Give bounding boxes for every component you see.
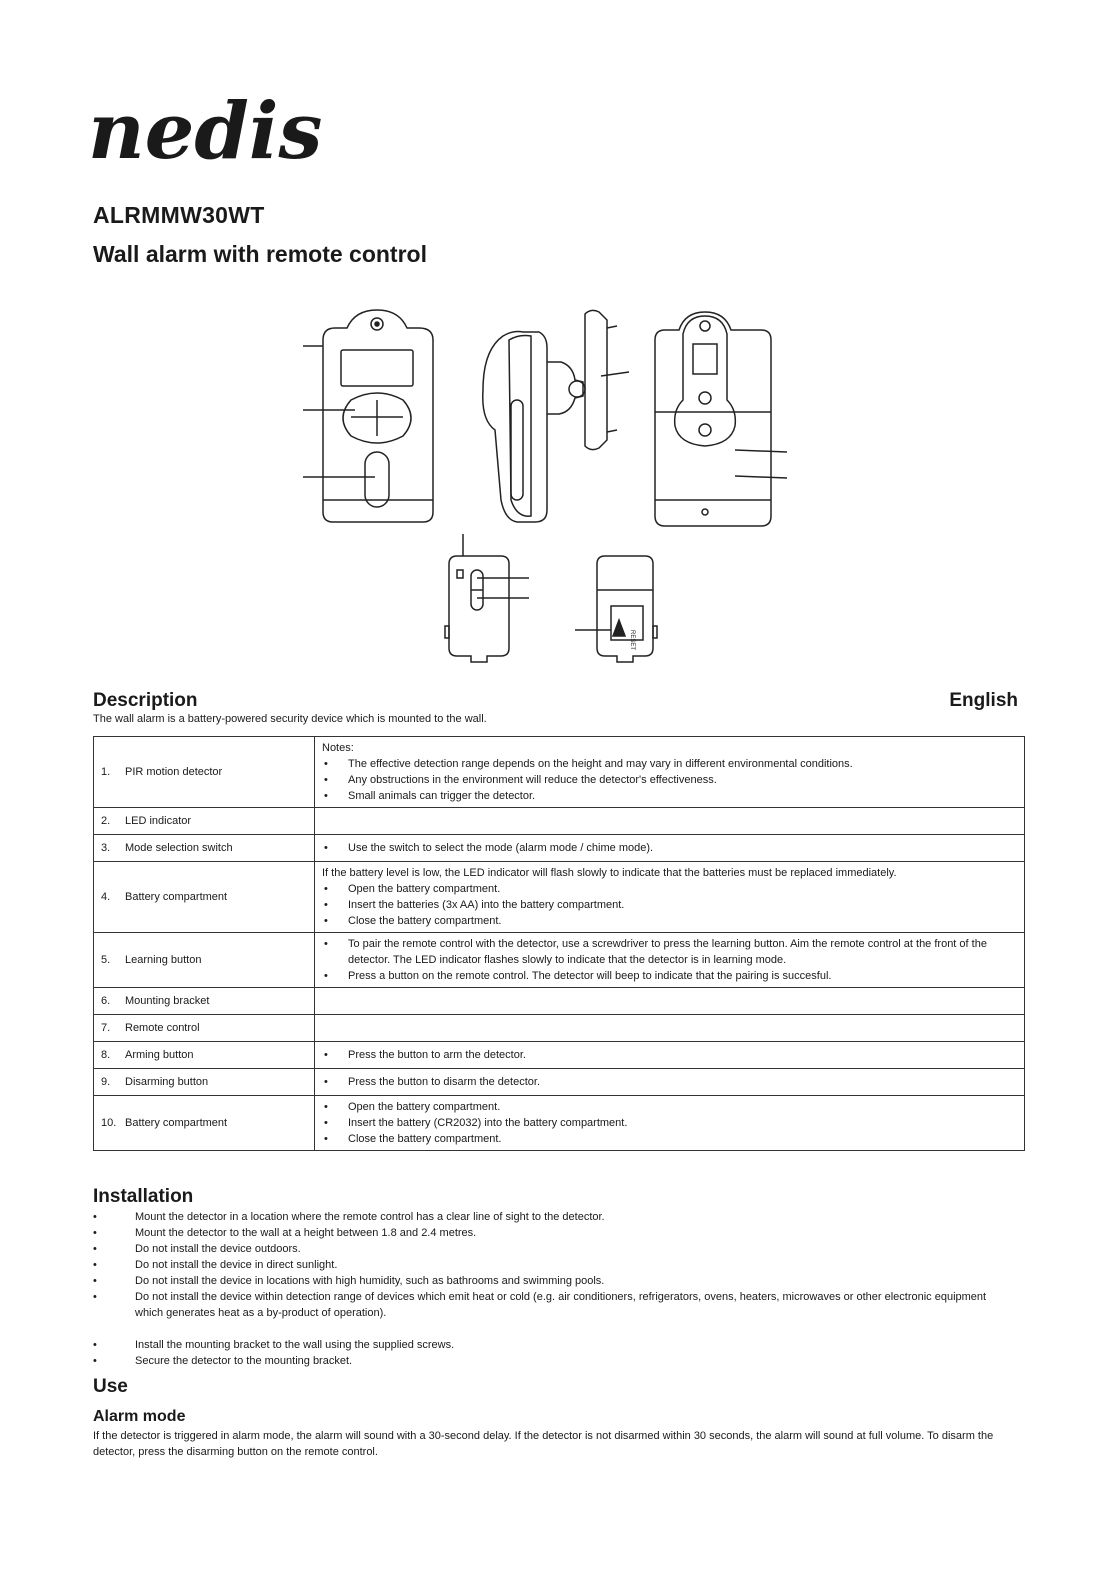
part-number: 7. (101, 1022, 111, 1034)
installation-group-1 (93, 1209, 993, 1321)
bullet-icon: • (93, 1355, 97, 1367)
part-info-lead: If the battery level is low, the LED indicator will flash slowly to indicate that the batteries must be replaced immediately. (322, 867, 897, 879)
remote-front-view (445, 534, 529, 662)
list-item-text: To pair the remote control with the detector, use a screwdriver to press the learning button. Aim the remote control at the front of the detector. The LED indicator flashes slowly to indicate that the detector is in learning mode. (348, 938, 987, 966)
table-row (94, 808, 1025, 835)
list-item (322, 968, 1017, 984)
part-number: 5. (101, 954, 111, 966)
list-item (322, 788, 1017, 804)
list-item-text: Do not install the device in locations with high humidity, such as bathrooms and swimming pools. (135, 1275, 605, 1287)
bullet-icon: • (324, 790, 328, 802)
detector-front-view (303, 310, 433, 522)
list-item-text: Secure the detector to the mounting bracket. (135, 1355, 353, 1367)
part-info-lead: Notes: (322, 742, 354, 754)
part-name-cell (94, 808, 315, 835)
list-item (322, 913, 1017, 929)
part-name-cell (94, 835, 315, 862)
bullet-icon: • (324, 970, 328, 982)
part-name: Battery compartment (125, 1117, 228, 1129)
detector-side-view (483, 310, 629, 522)
part-info-cell (315, 1096, 1025, 1151)
part-info-cell (315, 1069, 1025, 1096)
bullet-icon: • (324, 774, 328, 786)
bullet-icon: • (324, 938, 328, 950)
bullet-icon: • (93, 1259, 97, 1271)
part-number: 3. (101, 842, 111, 854)
part-info-cell (315, 1042, 1025, 1069)
description-table (93, 736, 1025, 1151)
use-heading: Use (93, 1376, 128, 1397)
list-item (322, 772, 1017, 788)
part-info-cell (315, 737, 1025, 808)
part-info-cell (315, 862, 1025, 933)
list-item (322, 756, 1017, 772)
bullet-icon: • (324, 899, 328, 911)
list-item (322, 1115, 1017, 1131)
list-item-text: Do not install the device outdoors. (135, 1243, 301, 1255)
table-row (94, 862, 1025, 933)
installation-group-2 (93, 1337, 993, 1369)
list-item-text: Open the battery compartment. (348, 1101, 501, 1113)
part-name-cell (94, 988, 315, 1015)
table-row (94, 1069, 1025, 1096)
part-info-cell (315, 1015, 1025, 1042)
list-item-text: Do not install the device within detection range of devices which emit heat or cold (e.g. air conditioners, refrigerators, ovens, heaters, microwaves or other electronic equipment which generates heat as a by-product of operation). (135, 1291, 987, 1319)
bullet-icon: • (324, 1101, 328, 1113)
list-item (93, 1241, 993, 1257)
bullet-icon: • (324, 915, 328, 927)
installation-heading: Installation (93, 1186, 194, 1207)
description-heading: Description (93, 690, 198, 711)
part-name-cell (94, 1096, 315, 1151)
part-info-cell (315, 835, 1025, 862)
list-item-text: Close the battery compartment. (348, 915, 502, 927)
bullet-icon: • (93, 1243, 97, 1255)
list-item-text: Mount the detector to the wall at a height between 1.8 and 2.4 metres. (135, 1227, 477, 1239)
part-name: Learning button (125, 954, 202, 966)
bullet-icon: • (93, 1275, 97, 1287)
list-item (322, 1047, 1017, 1063)
list-item-text: Mount the detector in a location where the remote control has a clear line of sight to the detector. (135, 1211, 605, 1223)
part-number: 1. (101, 766, 111, 778)
table-row (94, 933, 1025, 988)
bullet-icon: • (324, 1049, 328, 1061)
list-item-text: Use the switch to select the mode (alarm mode / chime mode). (348, 842, 654, 854)
part-name: Mounting bracket (125, 995, 210, 1007)
product-subtitle: Wall alarm with remote control (93, 241, 427, 267)
part-info-cell (315, 808, 1025, 835)
list-item-text: Small animals can trigger the detector. (348, 790, 536, 802)
part-name: Arming button (125, 1049, 194, 1061)
part-name: LED indicator (125, 815, 192, 827)
detector-rear-view (655, 312, 787, 526)
table-row (94, 1096, 1025, 1151)
nedis-logo (88, 88, 406, 178)
table-row (94, 1015, 1025, 1042)
list-item (93, 1257, 993, 1273)
list-item (322, 1099, 1017, 1115)
part-number: 9. (101, 1076, 111, 1088)
part-number: 4. (101, 891, 111, 903)
part-name-cell (94, 737, 315, 808)
table-row (94, 737, 1025, 808)
reset-label: RESET (629, 630, 635, 651)
list-item-text: Any obstructions in the environment will reduce the detector's effectiveness. (348, 774, 717, 786)
list-item (93, 1273, 993, 1289)
list-item-text: Do not install the device in direct sunlight. (135, 1259, 338, 1271)
part-number: 2. (101, 815, 111, 827)
list-item (322, 936, 1017, 968)
list-item (322, 897, 1017, 913)
model-number: ALRMMW30WT (93, 202, 265, 228)
list-item (322, 881, 1017, 897)
bullet-icon: • (324, 883, 328, 895)
bullet-icon: • (93, 1227, 97, 1239)
part-number: 6. (101, 995, 111, 1007)
list-item (322, 840, 1017, 856)
part-name-cell (94, 1015, 315, 1042)
list-item-text: Insert the batteries (3x AA) into the battery compartment. (348, 899, 625, 911)
part-name-cell (94, 1042, 315, 1069)
list-item (322, 1074, 1017, 1090)
list-item-text: Close the battery compartment. (348, 1133, 502, 1145)
installation-list (93, 1209, 993, 1369)
list-item-text: Press the button to disarm the detector. (348, 1076, 540, 1088)
list-item (322, 1131, 1017, 1147)
language-label: English (949, 690, 1018, 711)
table-row (94, 988, 1025, 1015)
part-name: PIR motion detector (125, 766, 223, 778)
list-item (93, 1337, 993, 1353)
list-item (93, 1353, 993, 1369)
list-item-text: Insert the battery (CR2032) into the battery compartment. (348, 1117, 628, 1129)
bullet-icon: • (324, 1076, 328, 1088)
product-diagram (295, 300, 805, 680)
part-info-cell (315, 988, 1025, 1015)
bullet-icon: • (324, 1133, 328, 1145)
bullet-icon: • (93, 1291, 97, 1303)
part-name: Remote control (125, 1022, 200, 1034)
list-item (93, 1225, 993, 1241)
list-item-text: Install the mounting bracket to the wall using the supplied screws. (135, 1339, 455, 1351)
bullet-icon: • (93, 1211, 97, 1223)
bullet-icon: • (324, 1117, 328, 1129)
part-name-cell (94, 933, 315, 988)
bullet-icon: • (324, 758, 328, 770)
description-intro: The wall alarm is a battery-powered security device which is mounted to the wall. (93, 713, 487, 725)
part-name: Mode selection switch (125, 842, 233, 854)
list-item-text: Press a button on the remote control. The detector will beep to indicate that the pairing is succesful. (348, 970, 832, 982)
remote-back-view (575, 556, 657, 662)
list-item-text: The effective detection range depends on the height and may vary in different environmental conditions. (348, 758, 853, 770)
part-number: 8. (101, 1049, 111, 1061)
part-name: Battery compartment (125, 891, 228, 903)
bullet-icon: • (324, 842, 328, 854)
list-item (93, 1209, 993, 1225)
bullet-icon: • (93, 1339, 97, 1351)
table-row (94, 835, 1025, 862)
logo-text: nedis (88, 88, 323, 177)
list-item (93, 1289, 993, 1321)
part-name-cell (94, 862, 315, 933)
alarm-mode-heading: Alarm mode (93, 1408, 186, 1425)
table-row (94, 1042, 1025, 1069)
list-item-text: Open the battery compartment. (348, 883, 501, 895)
part-info-cell (315, 933, 1025, 988)
alarm-mode-text: If the detector is triggered in alarm mode, the alarm will sound with a 30-second delay. If the detector is not disarmed within 30 seconds, the alarm will sound at full volume. To disarm the detector, press the disarming button on the remote control. (93, 1430, 994, 1458)
part-number: 10. (101, 1117, 117, 1129)
part-name-cell (94, 1069, 315, 1096)
list-item-text: Press the button to arm the detector. (348, 1049, 526, 1061)
part-name: Disarming button (125, 1076, 209, 1088)
